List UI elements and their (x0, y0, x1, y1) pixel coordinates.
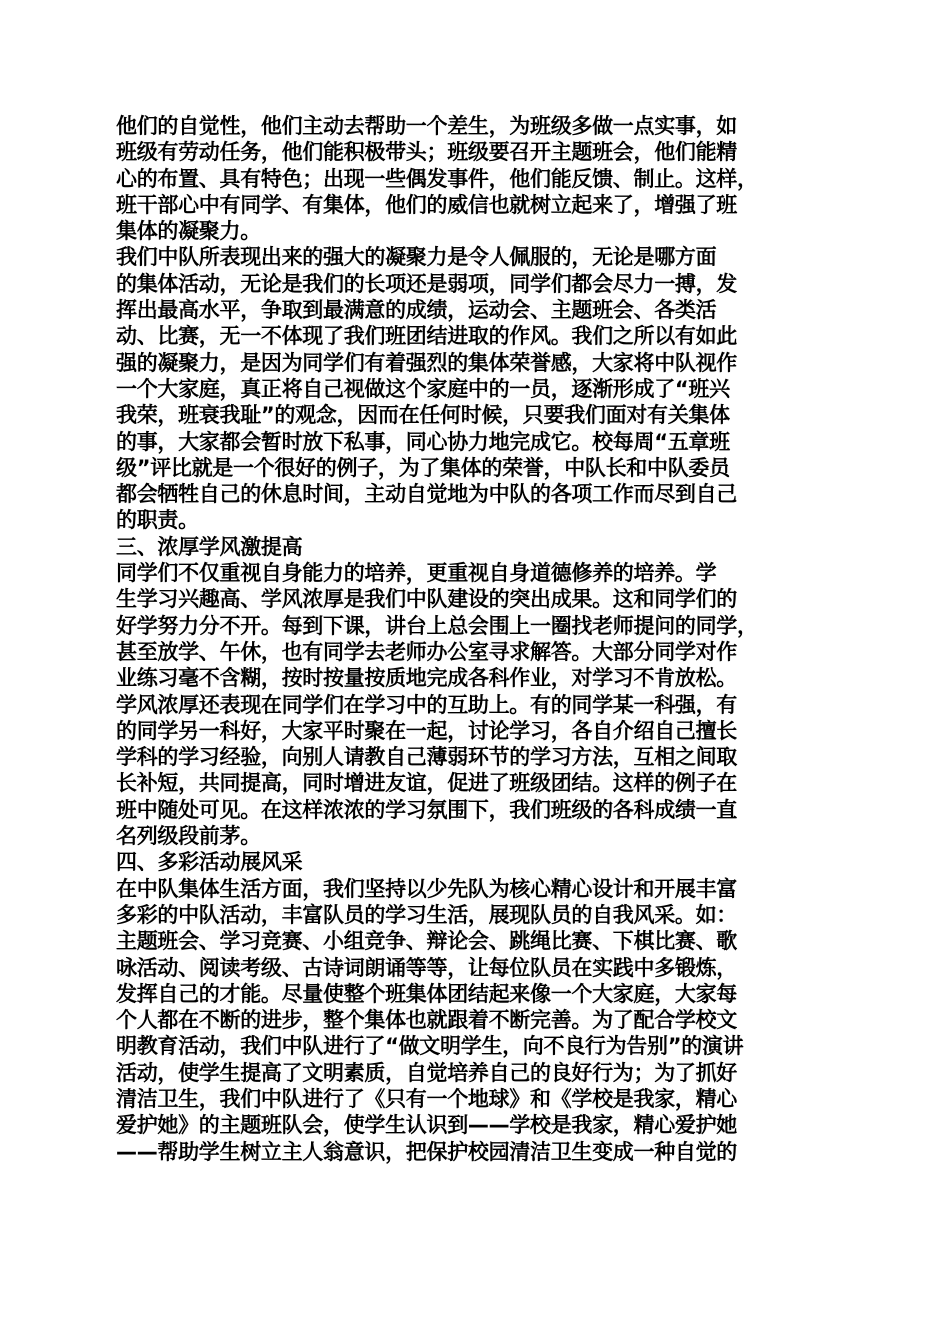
text-line: 的事，大家都会暂时放下私事，同心协力地完成它。校每周“五章班 (116, 429, 730, 454)
text-line: 好学努力分不开。每到下课，讲台上总会围上一圈找老师提问的同学， (116, 613, 758, 638)
text-line: 他们的自觉性，他们主动去帮助一个差生，为班级多做一点实事，如 (116, 114, 737, 138)
text-line: 心的布置、具有特色；出现一些偶发事件，他们能反馈、制止。这样， (116, 166, 758, 191)
text-line: 主题班会、学习竞赛、小组竞争、辩论会、跳绳比赛、下棋比赛、歌 (116, 929, 737, 954)
section-heading: 四、多彩活动展风采 (116, 850, 303, 875)
text-line: 甚至放学、午休，也有同学去老师办公室寻求解答。大部分同学对作 (116, 639, 737, 664)
text-line: 我荣，班衰我耻”的观念，因而在任何时候，只要我们面对有关集体 (116, 403, 730, 428)
text-line: 爱护她》的主题班队会，使学生认识到——学校是我家，精心爱护她 (116, 1113, 737, 1138)
text-line: 的同学另一科好，大家平时聚在一起，讨论学习，各自介绍自己擅长 (116, 718, 737, 743)
text-line: 生学习兴趣高、学风浓厚是我们中队建设的突出成果。这和同学们的 (116, 587, 737, 612)
text-line: 动、比赛，无一不体现了我们班团结进取的作风。我们之所以有如此 (116, 324, 737, 349)
text-line: 的集体活动，无论是我们的长项还是弱项，同学们都会尽力一搏，发 (116, 271, 737, 296)
text-line: 挥出最高水平，争取到最满意的成绩，运动会、主题班会、各类活 (116, 298, 717, 323)
text-line: 长补短，共同提高，同时增进友谊，促进了班级团结。这样的例子在 (116, 771, 737, 796)
text-line: 班干部心中有同学、有集体，他们的威信也就树立起来了，增强了班 (116, 192, 737, 217)
text-line: 活动，使学生提高了文明素质，自觉培养自己的良好行为；为了抓好 (116, 1060, 737, 1085)
text-line: 多彩的中队活动，丰富队员的学习生活，展现队员的自我风采。如： (116, 902, 737, 927)
text-line: 明教育活动，我们中队进行了“做文明学生，向不良行为告别”的演讲 (116, 1034, 744, 1059)
text-line: 个人都在不断的进步，整个集体也就跟着不断完善。为了配合学校文 (116, 1008, 737, 1033)
text-line: 都会牺牲自己的休息时间，主动自觉地为中队的各项工作而尽到自己 (116, 482, 737, 507)
text-line: ——帮助学生树立主人翁意识，把保护校园清洁卫生变成一种自觉的 (116, 1139, 737, 1164)
text-line: 名列级段前茅。 (116, 824, 261, 849)
text-line: 级”评比就是一个很好的例子，为了集体的荣誉，中队长和中队委员 (116, 455, 730, 480)
document-body (116, 113, 846, 1165)
text-line: 一个大家庭，真正将自己视做这个家庭中的一员，逐渐形成了“班兴 (116, 376, 730, 401)
text-line: 同学们不仅重视自身能力的培养，更重视自身道德修养的培养。学 (116, 561, 717, 586)
text-line: 业练习毫不含糊，按时按量按质地完成各科作业，对学习不肯放松。 (116, 666, 737, 691)
text-line: 咏活动、阅读考级、古诗词朗诵等等，让每位队员在实践中多锻炼， (116, 955, 737, 980)
text-line: 我们中队所表现出来的强大的凝聚力是令人佩服的，无论是哪方面 (116, 245, 717, 270)
text-line: 班级有劳动任务，他们能积极带头；班级要召开主题班会，他们能精 (116, 140, 737, 165)
text-line: 在中队集体生活方面，我们坚持以少先队为核心精心设计和开展丰富 (116, 876, 737, 901)
text-line: 的职责。 (116, 508, 199, 533)
text-line: 清洁卫生，我们中队进行了《只有一个地球》和《学校是我家，精心 (116, 1086, 737, 1111)
text-line: 强的凝聚力，是因为同学们有着强烈的集体荣誉感，大家将中队视作 (116, 350, 737, 375)
text-line: 学风浓厚还表现在同学们在学习中的互助上。有的同学某一科强，有 (116, 692, 737, 717)
text-line: 发挥自己的才能。尽量使整个班集体团结起来像一个大家庭，大家每 (116, 981, 737, 1006)
text-line: 班中随处可见。在这样浓浓的学习氛围下，我们班级的各科成绩一直 (116, 797, 737, 822)
text-line: 集体的凝聚力。 (116, 219, 261, 244)
section-heading: 三、浓厚学风激提高 (116, 534, 303, 559)
text-line: 学科的学习经验，向别人请教自己薄弱环节的学习方法，互相之间取 (116, 745, 737, 770)
